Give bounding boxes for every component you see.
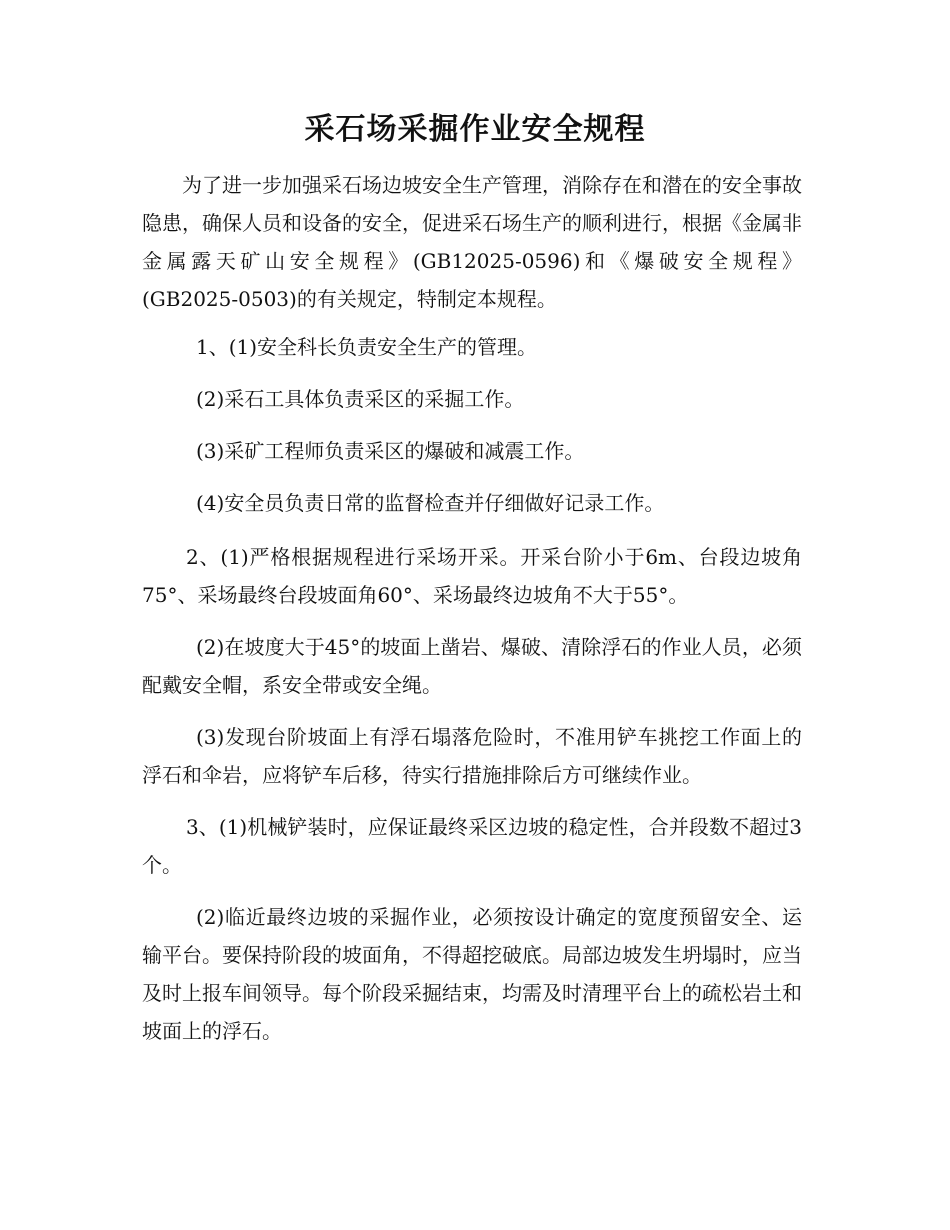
clause-3-2: (2)临近最终边坡的采掘作业，必须按设计确定的宽度预留安全、运输平台。要保持阶段的坡面角，不得超挖破底。局部边坡发生坍塌时，应当及时上报车间领导。每个阶段采掘结束，均需及时清理平台上的疏松岩土和坡面上的浮石。 — [142, 905, 802, 1043]
clause-1-2: (2)采石工具体负责采区的采掘工作。 — [196, 387, 525, 411]
clause-1-4: (4)安全员负责日常的监督检查并仔细做好记录工作。 — [196, 491, 665, 515]
clause-3-1: 3、(1)机械铲装时，应保证最终采区边坡的稳定性，合并段数不超过3个。 — [142, 815, 802, 877]
clause-2-3: (3)发现台阶坡面上有浮石塌落危险时，不准用铲车挑挖工作面上的浮石和伞岩，应将铲车后移，待实行措施排除后方可继续作业。 — [142, 725, 802, 787]
clause-2-1: 2、(1)严格根据规程进行采场开采。开采台阶小于6m、台段边坡角75°、采场最终台段坡面角60°、采场最终边坡角不大于55°。 — [142, 545, 802, 607]
clause-2-2: (2)在坡度大于45°的坡面上凿岩、爆破、清除浮石的作业人员，必须配戴安全帽，系安全带或安全绳。 — [142, 635, 802, 697]
clause-1-3: (3)采矿工程师负责采区的爆破和减震工作。 — [196, 439, 585, 463]
clause-1-1: 1、(1)安全科长负责安全生产的管理。 — [196, 335, 538, 359]
intro-paragraph: 为了进一步加强采石场边坡安全生产管理，消除存在和潜在的安全事故隐患，确保人员和设备的安全，促进采石场生产的顺利进行，根据《金属非金属露天矿山安全规程》(GB12025-0596)和《爆破安全规程》(GB2025-0503)的有关规定，特制定本规程。 — [142, 173, 802, 311]
document-title: 采石场采掘作业安全规程 — [304, 112, 646, 147]
